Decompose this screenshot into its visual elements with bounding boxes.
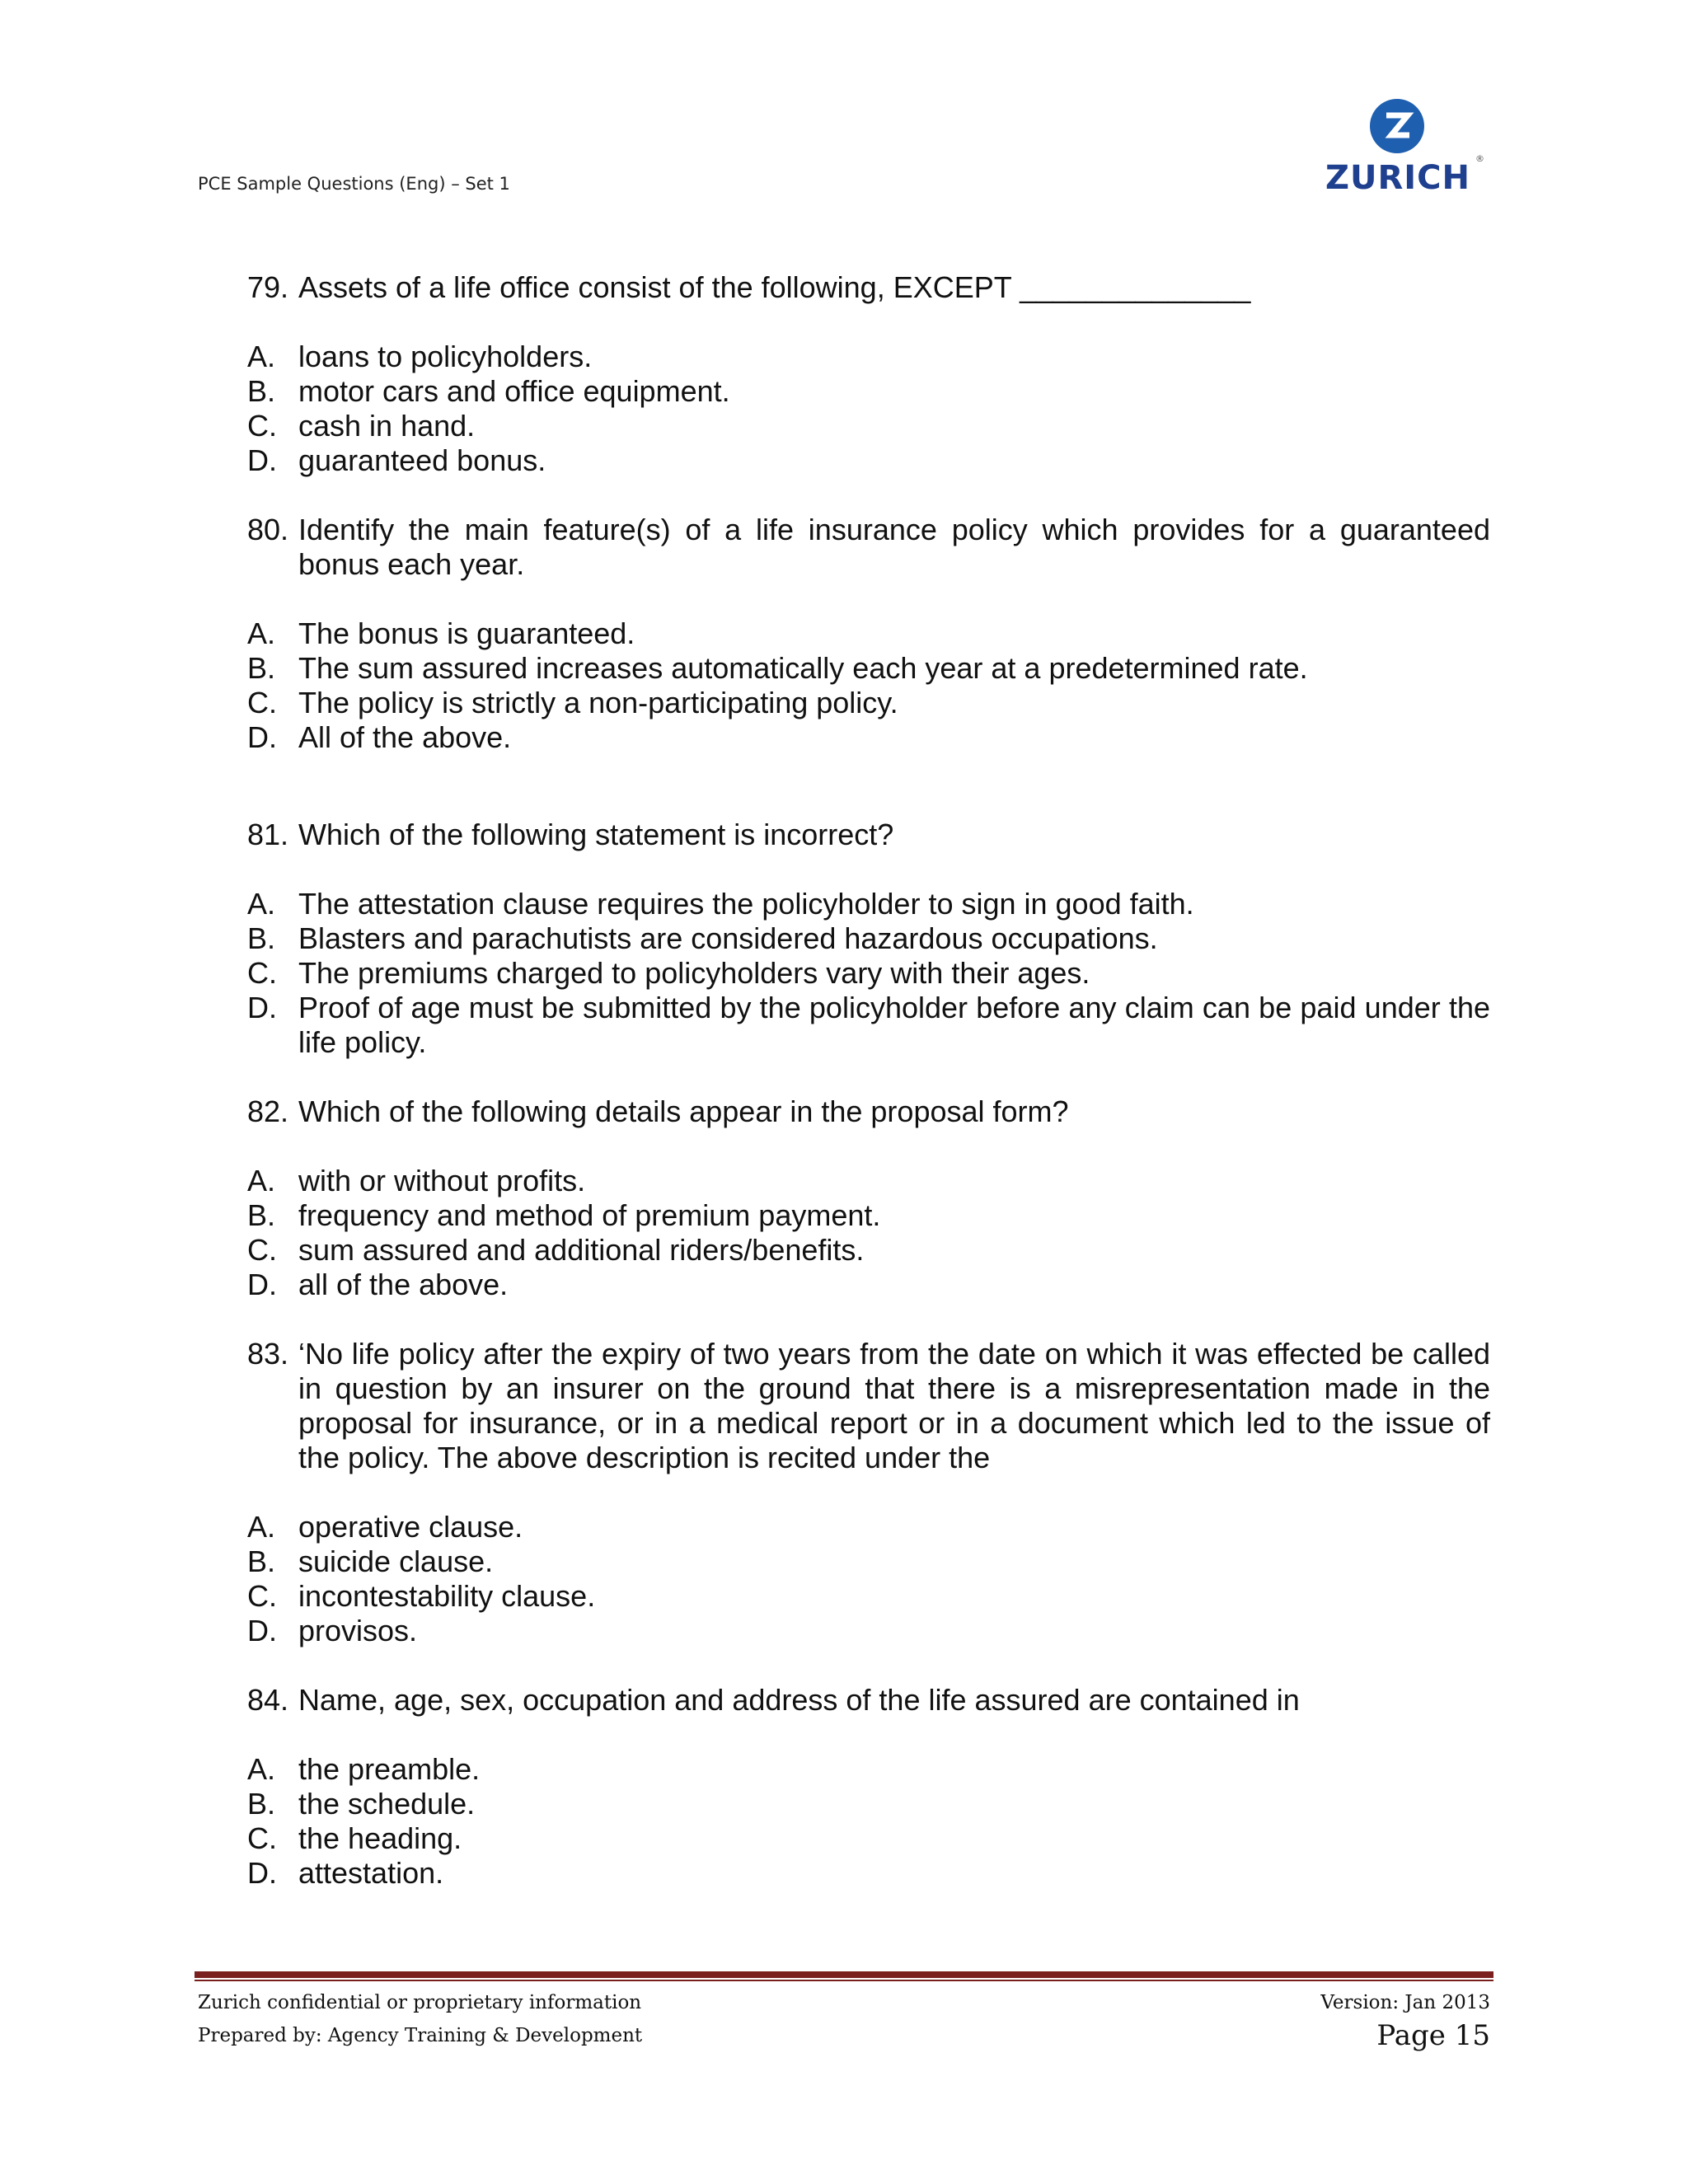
option-text: The sum assured increases automatically each year at a predetermined rate.	[298, 651, 1308, 685]
option-item	[247, 1164, 1490, 1198]
footer-left	[198, 1986, 642, 2052]
option-letter: B.	[247, 374, 276, 408]
option-text: the preamble.	[298, 1752, 481, 1786]
question-79	[247, 270, 1490, 478]
option-text: suicide clause.	[298, 1544, 494, 1578]
option-text: The attestation clause requires the policyholder to sign in good faith.	[298, 887, 1194, 921]
option-text: guaranteed bonus.	[298, 443, 546, 477]
option-text: with or without profits.	[298, 1164, 586, 1197]
logo-wordmark: ZURICH	[1325, 159, 1470, 197]
option-letter: A.	[247, 340, 276, 373]
option-letter: D.	[247, 720, 277, 754]
question-81	[247, 818, 1490, 1060]
option-list	[247, 887, 1490, 1060]
zurich-logo	[1319, 95, 1500, 202]
option-item	[247, 686, 1490, 720]
option-item	[247, 956, 1490, 991]
question-number: 81.	[247, 818, 289, 851]
question-text: ‘No life policy after the expiry of two years from the date on which it was effected be called in question by an insurer on the ground that there is a misrepresentation made in the proposal for insurance, or in a medical report or in a document which led to the issue of the policy. The above description is recited under the	[298, 1337, 1490, 1474]
question-number: 79.	[247, 270, 289, 304]
option-letter: A.	[247, 1510, 276, 1544]
option-item	[247, 374, 1490, 409]
option-item	[247, 1856, 1490, 1891]
option-text: operative clause.	[298, 1510, 523, 1544]
question-number: 80.	[247, 513, 289, 546]
option-text: all of the above.	[298, 1268, 509, 1301]
zurich-logo-icon	[1368, 97, 1426, 155]
option-text: the heading.	[298, 1821, 462, 1855]
option-letter: A.	[247, 887, 276, 921]
option-letter: D.	[247, 1856, 277, 1890]
option-list	[247, 616, 1490, 755]
option-letter: B.	[247, 1198, 276, 1232]
option-letter: C.	[247, 956, 277, 990]
option-text: loans to policyholders.	[298, 340, 593, 373]
option-item	[247, 921, 1490, 956]
option-letter: A.	[247, 1164, 276, 1197]
question-text: Which of the following statement is incorrect?	[298, 818, 894, 851]
option-item	[247, 1579, 1490, 1614]
option-item	[247, 1510, 1490, 1544]
option-item	[247, 1198, 1490, 1233]
option-letter: D.	[247, 1268, 277, 1301]
question-84	[247, 1683, 1490, 1891]
option-text: cash in hand.	[298, 409, 476, 443]
option-text: motor cars and office equipment.	[298, 374, 730, 408]
option-letter: C.	[247, 1233, 277, 1267]
option-letter: C.	[247, 1579, 277, 1613]
question-text: Assets of a life office consist of the following, EXCEPT ______________	[298, 270, 1251, 304]
question-text: Identify the main feature(s) of a life insurance policy which provides for a guaranteed bonus each year.	[298, 513, 1490, 581]
option-text: attestation.	[298, 1856, 444, 1890]
footer-version: Version: Jan 2013	[1320, 1992, 1490, 2013]
footer-right	[1320, 1986, 1490, 2052]
option-letter: B.	[247, 921, 276, 955]
option-letter: D.	[247, 1614, 277, 1647]
option-letter: C.	[247, 409, 277, 443]
question-83	[247, 1337, 1490, 1648]
option-item	[247, 1752, 1490, 1787]
question-text: Name, age, sex, occupation and address of the life assured are contained in	[298, 1683, 1300, 1717]
option-letter: B.	[247, 1787, 276, 1821]
option-text: Blasters and parachutists are considered hazardous occupations.	[298, 921, 1158, 955]
option-letter: A.	[247, 616, 276, 650]
option-list	[247, 1510, 1490, 1648]
option-item	[247, 1544, 1490, 1579]
question-text: Which of the following details appear in the proposal form?	[298, 1094, 1069, 1128]
question-number: 83.	[247, 1337, 289, 1371]
option-letter: A.	[247, 1752, 276, 1786]
footer-divider	[195, 1971, 1493, 1978]
registered-mark: ®	[1475, 153, 1484, 164]
option-item	[247, 1787, 1490, 1821]
question-number: 82.	[247, 1094, 289, 1128]
option-list	[247, 340, 1490, 478]
option-list	[247, 1164, 1490, 1302]
option-text: The bonus is guaranteed.	[298, 616, 635, 650]
option-letter: B.	[247, 651, 276, 685]
option-item	[247, 340, 1490, 374]
question-80	[247, 513, 1490, 755]
option-text: The policy is strictly a non-participating policy.	[298, 686, 898, 719]
option-text: Proof of age must be submitted by the policyholder before any claim can be paid under the life policy.	[298, 991, 1490, 1059]
question-list	[247, 270, 1490, 1891]
option-item	[247, 1614, 1490, 1648]
option-text: All of the above.	[298, 720, 512, 754]
option-item	[247, 887, 1490, 921]
option-letter: D.	[247, 991, 277, 1024]
option-item	[247, 991, 1490, 1060]
option-text: sum assured and additional riders/benefits.	[298, 1233, 865, 1267]
option-item	[247, 1233, 1490, 1268]
option-text: The premiums charged to policyholders vary with their ages.	[298, 956, 1090, 990]
option-item	[247, 443, 1490, 478]
option-item	[247, 1268, 1490, 1302]
page-number: Page 15	[1376, 2019, 1490, 2052]
option-text: provisos.	[298, 1614, 418, 1647]
page-header-title: PCE Sample Questions (Eng) – Set 1	[198, 174, 510, 194]
option-letter: C.	[247, 686, 277, 719]
option-item	[247, 409, 1490, 443]
footer-confidential: Zurich confidential or proprietary information	[198, 1992, 642, 2013]
option-item	[247, 1821, 1490, 1856]
footer-divider-thin	[195, 1980, 1493, 1981]
option-letter: B.	[247, 1544, 276, 1578]
question-number: 84.	[247, 1683, 289, 1717]
option-text: incontestability clause.	[298, 1579, 596, 1613]
question-82	[247, 1094, 1490, 1302]
option-list	[247, 1752, 1490, 1891]
option-item	[247, 720, 1490, 755]
option-letter: C.	[247, 1821, 277, 1855]
option-text: the schedule.	[298, 1787, 476, 1821]
option-item	[247, 616, 1490, 651]
option-letter: D.	[247, 443, 277, 477]
option-item	[247, 651, 1490, 686]
option-text: frequency and method of premium payment.	[298, 1198, 881, 1232]
footer-prepared-by: Prepared by: Agency Training & Development	[198, 2025, 643, 2046]
